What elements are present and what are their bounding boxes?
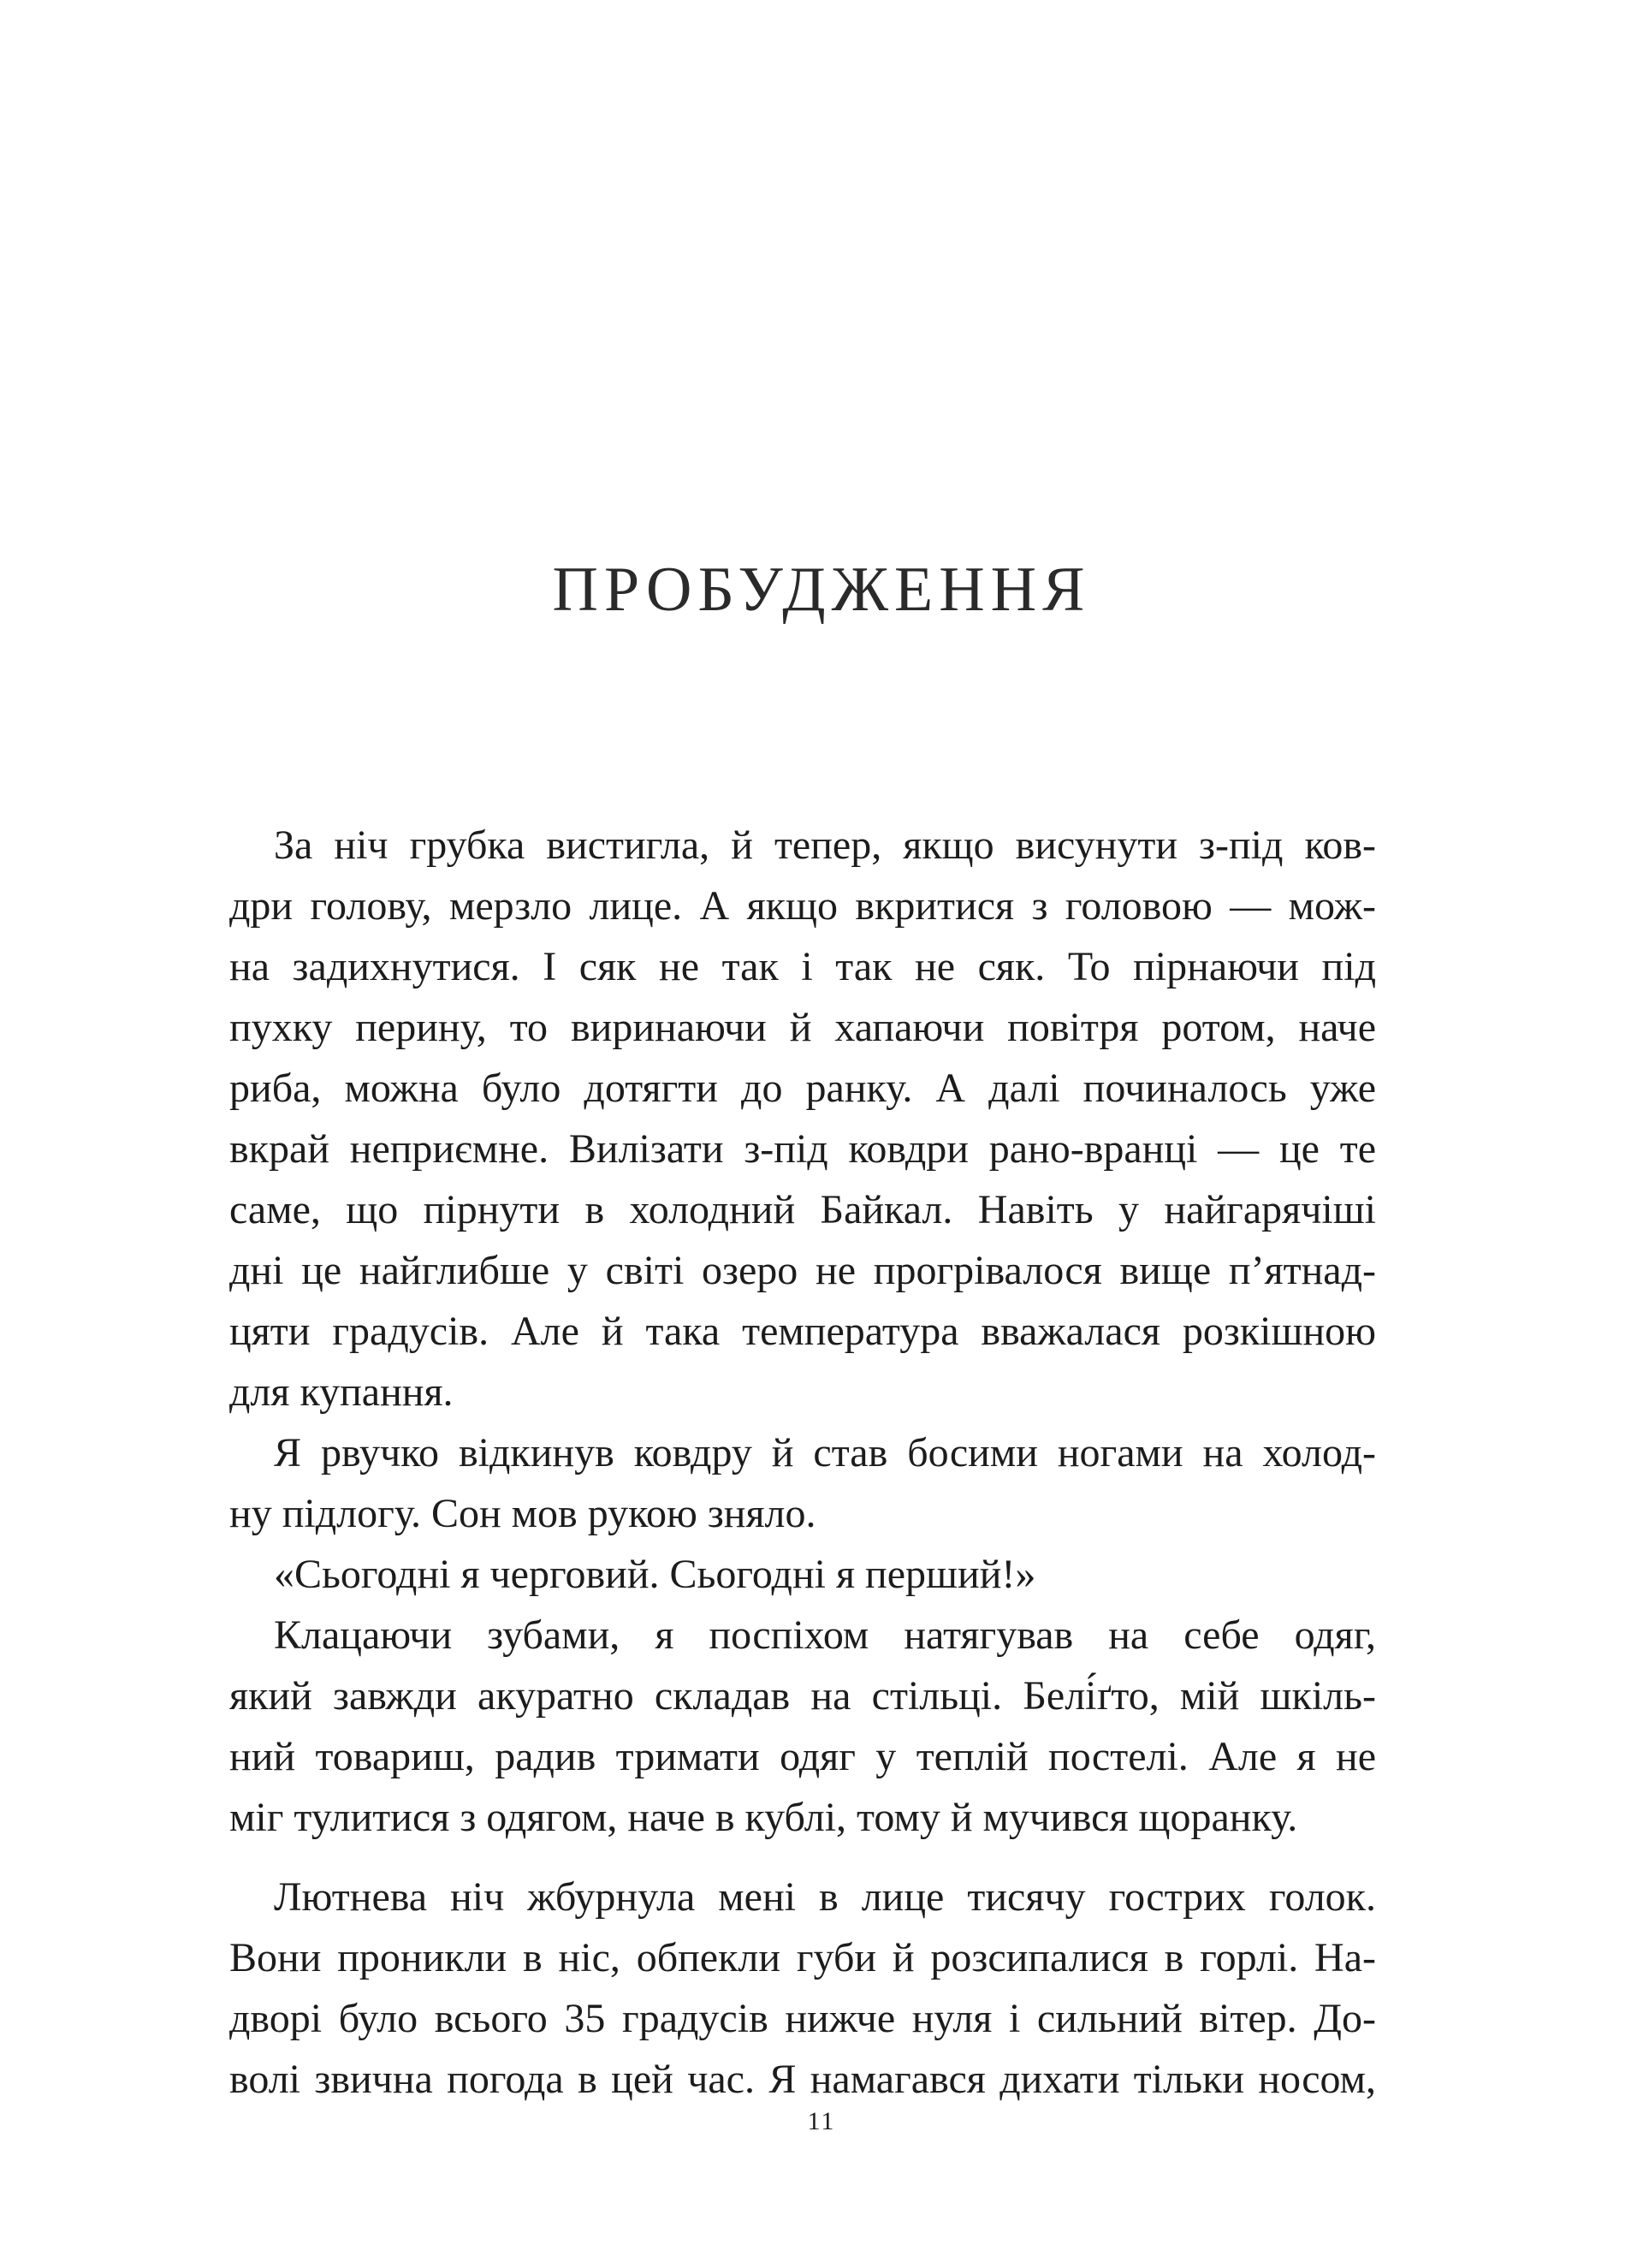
text-line: Я рвучко відкинув ковдру й став босими ногами на холод- [274, 1430, 1376, 1475]
text-line: на задихнутися. І сяк не так і так не сяк. То пірнаючи під [229, 944, 1376, 989]
text-line: для купання. [229, 1369, 454, 1415]
text-line: цяти градусів. Але й така температура вважалася розкішною [229, 1309, 1376, 1354]
text-line: міг тулитися з одягом, наче в кублі, тому й мучився щоранку. [229, 1795, 1298, 1840]
text-line: Лютнева ніч жбурнула мені в лице тисячу гострих голок. [274, 1874, 1376, 1920]
text-line: волі звична погода в цей час. Я намагався дихати тільки носом, [229, 2057, 1376, 2102]
text-line: ну підлогу. Сон мов рукою зняло. [229, 1491, 816, 1536]
text-line: вкрай неприємне. Вилізати з-під ковдри рано-вранці — це те [229, 1126, 1376, 1172]
body-text [229, 815, 1376, 2110]
text-line: ний товариш, радив тримати одяг у теплій постелі. Але я не [229, 1734, 1376, 1779]
text-line: «Сьогодні я черговий. Сьогодні я перший!» [274, 1552, 1036, 1597]
text-line: дні це найглибше у світі озеро не прогрівалося вище п’ятнад- [229, 1248, 1376, 1293]
text-line: який завжди акуратно складав на стільці. Белі́ґто, мій шкіль- [229, 1673, 1376, 1719]
chapter-title: ПРОБУДЖЕННЯ [552, 555, 1091, 625]
text-line: саме, що пірнути в холодний Байкал. Навіть у найгарячіші [229, 1187, 1376, 1232]
text-line: дри голову, мерзло лице. А якщо вкритися з головою — мож- [229, 883, 1376, 929]
text-line: Вони проникли в ніс, обпекли губи й розсипалися в горлі. На- [229, 1935, 1376, 1980]
text-line: риба, можна було дотягти до ранку. А далі починалось уже [229, 1066, 1376, 1111]
text-line: пухку перину, то виринаючи й хапаючи повітря ротом, наче [229, 1005, 1376, 1050]
text-line: За ніч грубка вистигла, й тепер, якщо висунути з-під ков- [274, 822, 1376, 868]
text-line: дворі було всього 35 градусів нижче нуля і сильний вітер. До- [229, 1996, 1376, 2041]
page-number: 11 [807, 2107, 836, 2135]
text-line: Клацаючи зубами, я поспіхом натягував на себе одяг, [274, 1612, 1376, 1658]
